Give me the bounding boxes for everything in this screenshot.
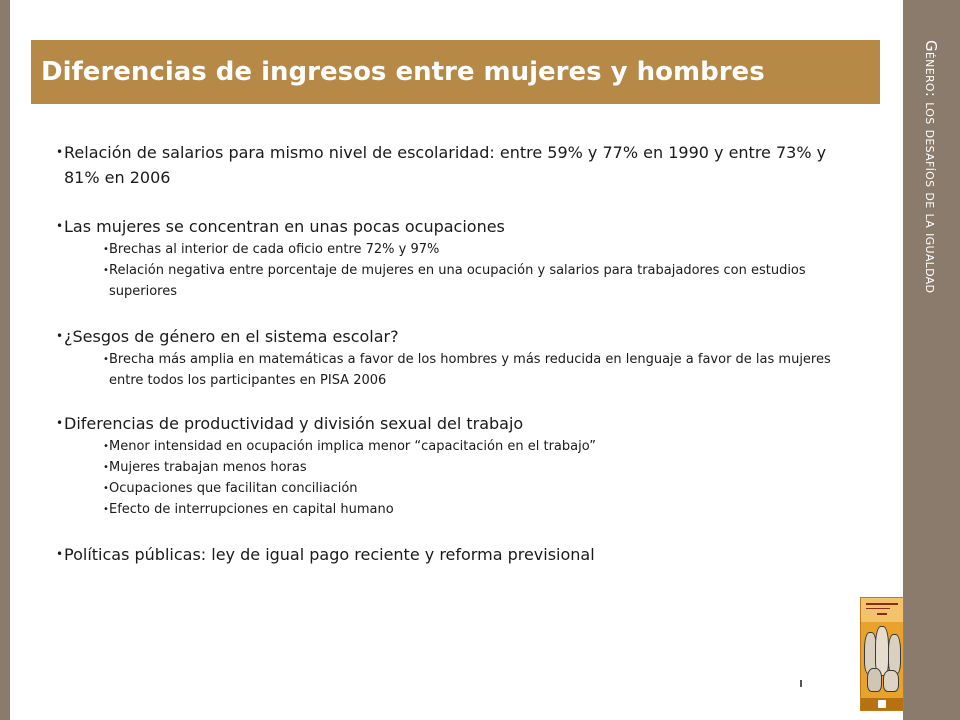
bullet-item bbox=[56, 140, 856, 190]
bullet-icon: • bbox=[103, 354, 109, 365]
bullet-icon: • bbox=[56, 547, 64, 561]
sub-bullet-item bbox=[103, 260, 856, 302]
sub-bullet-text: Mujeres trabajan menos horas bbox=[109, 460, 307, 475]
sub-bullet-text: Brechas al interior de cada oficio entre 72% y 97% bbox=[109, 242, 440, 257]
logo-icon bbox=[878, 700, 886, 708]
sub-bullet-item bbox=[103, 478, 856, 499]
bullet-icon: • bbox=[56, 145, 64, 159]
sub-bullet-text: Ocupaciones que facilitan conciliación bbox=[109, 481, 358, 496]
sub-bullet-text: Brecha más amplia en matemáticas a favor de los hombres y más reducida en lenguaje a favor de las mujeres entre todos los participantes en PISA 2006 bbox=[109, 352, 831, 388]
slide-title: Diferencias de ingresos entre mujeres y hombres bbox=[41, 57, 765, 87]
sub-bullet-item bbox=[103, 239, 856, 260]
sub-bullet-item bbox=[103, 457, 856, 478]
sub-bullet-text: Menor intensidad en ocupación implica menor “capacitación en el trabajo” bbox=[109, 439, 596, 454]
bullet-text: Las mujeres se concentran en unas pocas ocupaciones bbox=[64, 217, 505, 236]
left-decor-bar bbox=[0, 0, 10, 720]
bullet-item bbox=[56, 411, 856, 436]
slide-content bbox=[56, 140, 856, 567]
sub-bullet-item bbox=[103, 499, 856, 520]
bullet-icon: • bbox=[103, 441, 109, 452]
title-bar bbox=[31, 40, 880, 104]
bullet-icon: • bbox=[103, 504, 109, 515]
bullet-item bbox=[56, 214, 856, 239]
bullet-text: Políticas públicas: ley de igual pago reciente y reforma previsional bbox=[64, 545, 595, 564]
bullet-icon: • bbox=[103, 483, 109, 494]
sub-bullet-item bbox=[103, 349, 856, 391]
bullet-icon: • bbox=[56, 329, 64, 343]
bullet-text: Diferencias de productividad y división sexual del trabajo bbox=[64, 414, 524, 433]
bullet-item bbox=[56, 324, 856, 349]
bullet-text: ¿Sesgos de género en el sistema escolar? bbox=[64, 327, 399, 346]
bullet-text: Relación de salarios para mismo nivel de escolaridad: entre 59% y 77% en 1990 y entre 73% y 81% en 2006 bbox=[64, 143, 827, 187]
side-title-container bbox=[903, 0, 960, 720]
sub-bullet-item bbox=[103, 436, 856, 457]
book-cover-icon bbox=[860, 597, 904, 711]
bullet-item bbox=[56, 542, 856, 567]
sub-bullet-text: Relación negativa entre porcentaje de mujeres en una ocupación y salarios para trabajadores con estudios superiores bbox=[109, 263, 806, 299]
bullet-icon: • bbox=[103, 462, 109, 473]
sub-bullet-text: Efecto de interrupciones en capital humano bbox=[109, 502, 394, 517]
bullet-icon: • bbox=[56, 219, 64, 233]
bullet-icon: • bbox=[56, 416, 64, 430]
bullet-icon: • bbox=[103, 244, 109, 255]
side-title: Género: los desafíos de la igualdad bbox=[922, 40, 940, 294]
small-mark bbox=[800, 680, 802, 687]
cover-header bbox=[861, 598, 903, 622]
bullet-icon: • bbox=[103, 265, 109, 276]
